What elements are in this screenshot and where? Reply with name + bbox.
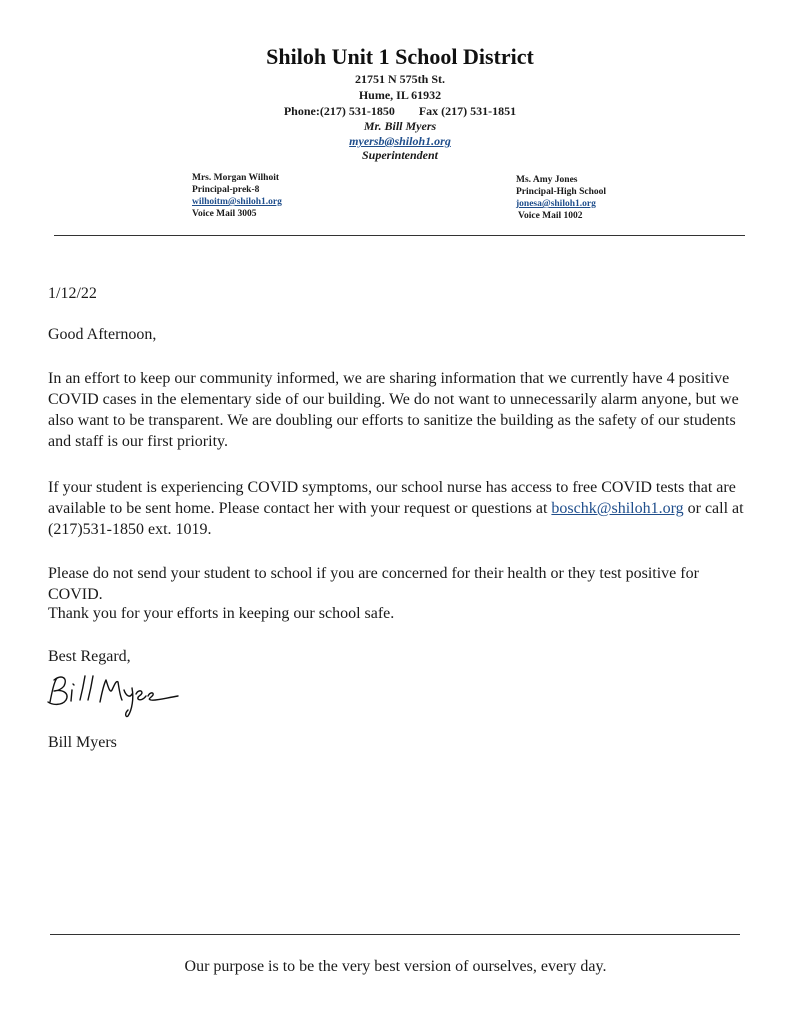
right-principal-email-link[interactable]: jonesa@shiloh1.org [516, 199, 596, 209]
right-principal-voicemail: Voice Mail 1002 [518, 211, 583, 221]
footer-motto: Our purpose is to be the very best version of ourselves, every day. [184, 958, 607, 975]
superintendent-email-link[interactable]: myersb@shiloh1.org [349, 134, 451, 148]
letter-paragraph-4: Thank you for your efforts in keeping our school safe. [48, 605, 395, 622]
paragraph-2-text-end: or call at (217)531-1850 ext. 1019. [48, 500, 744, 538]
letter-paragraph-1: In an effort to keep our community informed, we are sharing information that we currently have 4 positive COVID cases in the elementary side of our building. We do not want to unnecessarily alarm anyone, but we also want to be transparent. We are doubling our efforts to sanitize the building as the safety of our students and staff is our first priority. [48, 370, 739, 450]
right-principal-title: Principal-High School [516, 187, 606, 197]
paragraph-2-text-start: If your student is experiencing COVID symptoms, our school nurse has access to free COVID tests that are available to be sent home. Please contact her with your request or questions at [48, 479, 736, 517]
signature [44, 672, 184, 720]
header-divider [54, 235, 745, 236]
phone-number: Phone:(217) 531-1850 [283, 104, 395, 118]
letter-date: 1/12/22 [48, 285, 97, 302]
right-principal-name: Ms. Amy Jones [516, 175, 578, 185]
letter-paragraph-3: Please do not send your student to school if you are concerned for their health or they test positive for COVID. [48, 565, 699, 603]
city-address: Hume, IL 61932 [358, 88, 442, 102]
left-principal-voicemail: Voice Mail 3005 [192, 209, 257, 219]
signer-name: Bill Myers [48, 734, 117, 751]
right-principal-block [516, 174, 606, 222]
left-principal-title: Principal-prek-8 [192, 185, 260, 195]
letter-greeting: Good Afternoon, [48, 326, 157, 343]
letter-closing: Best Regard, [48, 648, 131, 665]
superintendent-email-row [0, 134, 791, 149]
left-principal-block [192, 172, 282, 220]
fax-number: Fax (217) 531-1851 [418, 104, 517, 118]
street-address: 21751 N 575th St. [354, 72, 445, 86]
footer-divider [50, 934, 740, 935]
superintendent-name: Mr. Bill Myers [363, 119, 437, 133]
nurse-email-link[interactable]: boschk@shiloh1.org [551, 500, 684, 517]
letter-paragraph-2 [48, 477, 748, 540]
district-name: Shiloh Unit 1 School District [266, 44, 534, 69]
superintendent-title: Superintendent [361, 148, 439, 162]
left-principal-name: Mrs. Morgan Wilhoit [192, 173, 279, 183]
left-principal-email-link[interactable]: wilhoitm@shiloh1.org [192, 197, 282, 207]
phone-fax-row [0, 104, 791, 119]
